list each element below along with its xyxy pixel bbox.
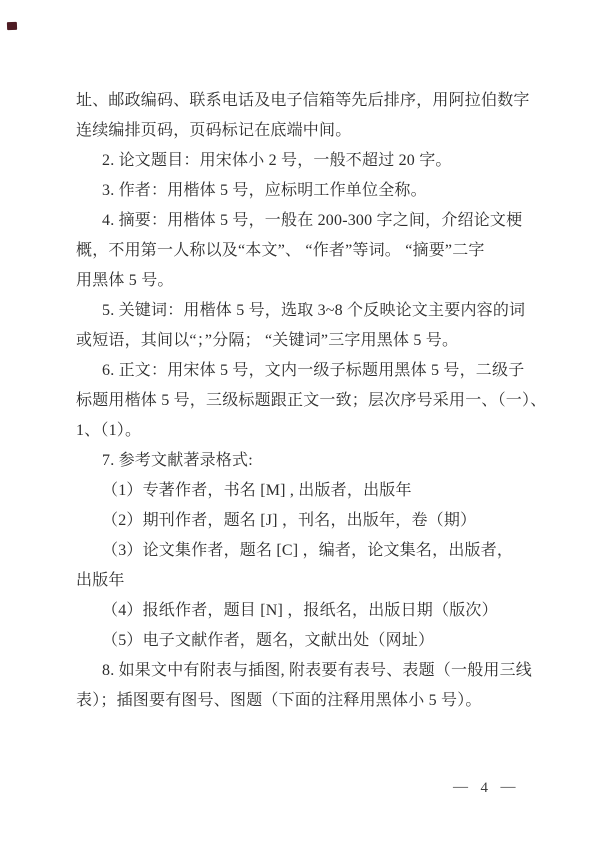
body-line: 概，不用第一人称以及“本文”、 “作者”等词。 “摘要”二字 [76, 242, 485, 259]
body-line: （4）报纸作者，题目 [N] ，报纸名，出版日期（版次） [102, 602, 498, 619]
body-line: 用黑体 5 号。 [76, 272, 174, 289]
footer-dash-right: — [500, 779, 516, 795]
body-line: 1、（1）。 [76, 422, 142, 439]
page-number-footer [453, 780, 516, 797]
body-line: 连续编排页码，页码标记在底端中间。 [76, 122, 352, 139]
body-line: 7. 参考文献著录格式: [102, 452, 253, 469]
body-line: 或短语，其间以“；”分隔； “关键词”三字用黑体 5 号。 [76, 332, 459, 349]
body-line: （5）电子文献作者，题名，文献出处（网址） [102, 632, 435, 649]
body-line: 2. 论文题目：用宋体小 2 号，一般不超过 20 字。 [102, 152, 452, 169]
body-line: 标题用楷体 5 号，三级标题跟正文一致；层次序号采用一、（一）、 [76, 392, 547, 409]
footer-dash-left: — [453, 779, 469, 795]
body-line: 8. 如果文中有附表与插图, 附表要有表号、表题（一般用三线 [102, 662, 533, 679]
body-line: （3）论文集作者，题名 [C] ，编者，论文集名，出版者， [102, 542, 514, 559]
body-line: 5. 关键词：用楷体 5 号，选取 3~8 个反映论文主要内容的词 [102, 302, 526, 319]
body-line: （1）专著作者，书名 [M] , 出版者，出版年 [102, 482, 412, 499]
body-line: 址、邮政编码、联系电话及电子信箱等先后排序，用阿拉伯数字 [76, 92, 530, 109]
document-body [76, 86, 547, 716]
body-line: 3. 作者：用楷体 5 号，应标明工作单位全称。 [102, 182, 427, 199]
body-line: 出版年 [76, 572, 125, 589]
body-line: 4. 摘要：用楷体 5 号，一般在 200-300 字之间，介绍论文梗 [102, 212, 523, 229]
body-line: 表）；插图要有图号、图题（下面的注释用黑体小 5 号）。 [76, 692, 482, 709]
body-line: 6. 正文：用宋体 5 号，文内一级子标题用黑体 5 号，二级子 [102, 362, 525, 379]
body-line: （2）期刊作者，题名 [J] ，刊名，出版年，卷（期） [102, 512, 477, 529]
page-number: 4 [480, 780, 489, 796]
scan-artifact [7, 22, 17, 30]
